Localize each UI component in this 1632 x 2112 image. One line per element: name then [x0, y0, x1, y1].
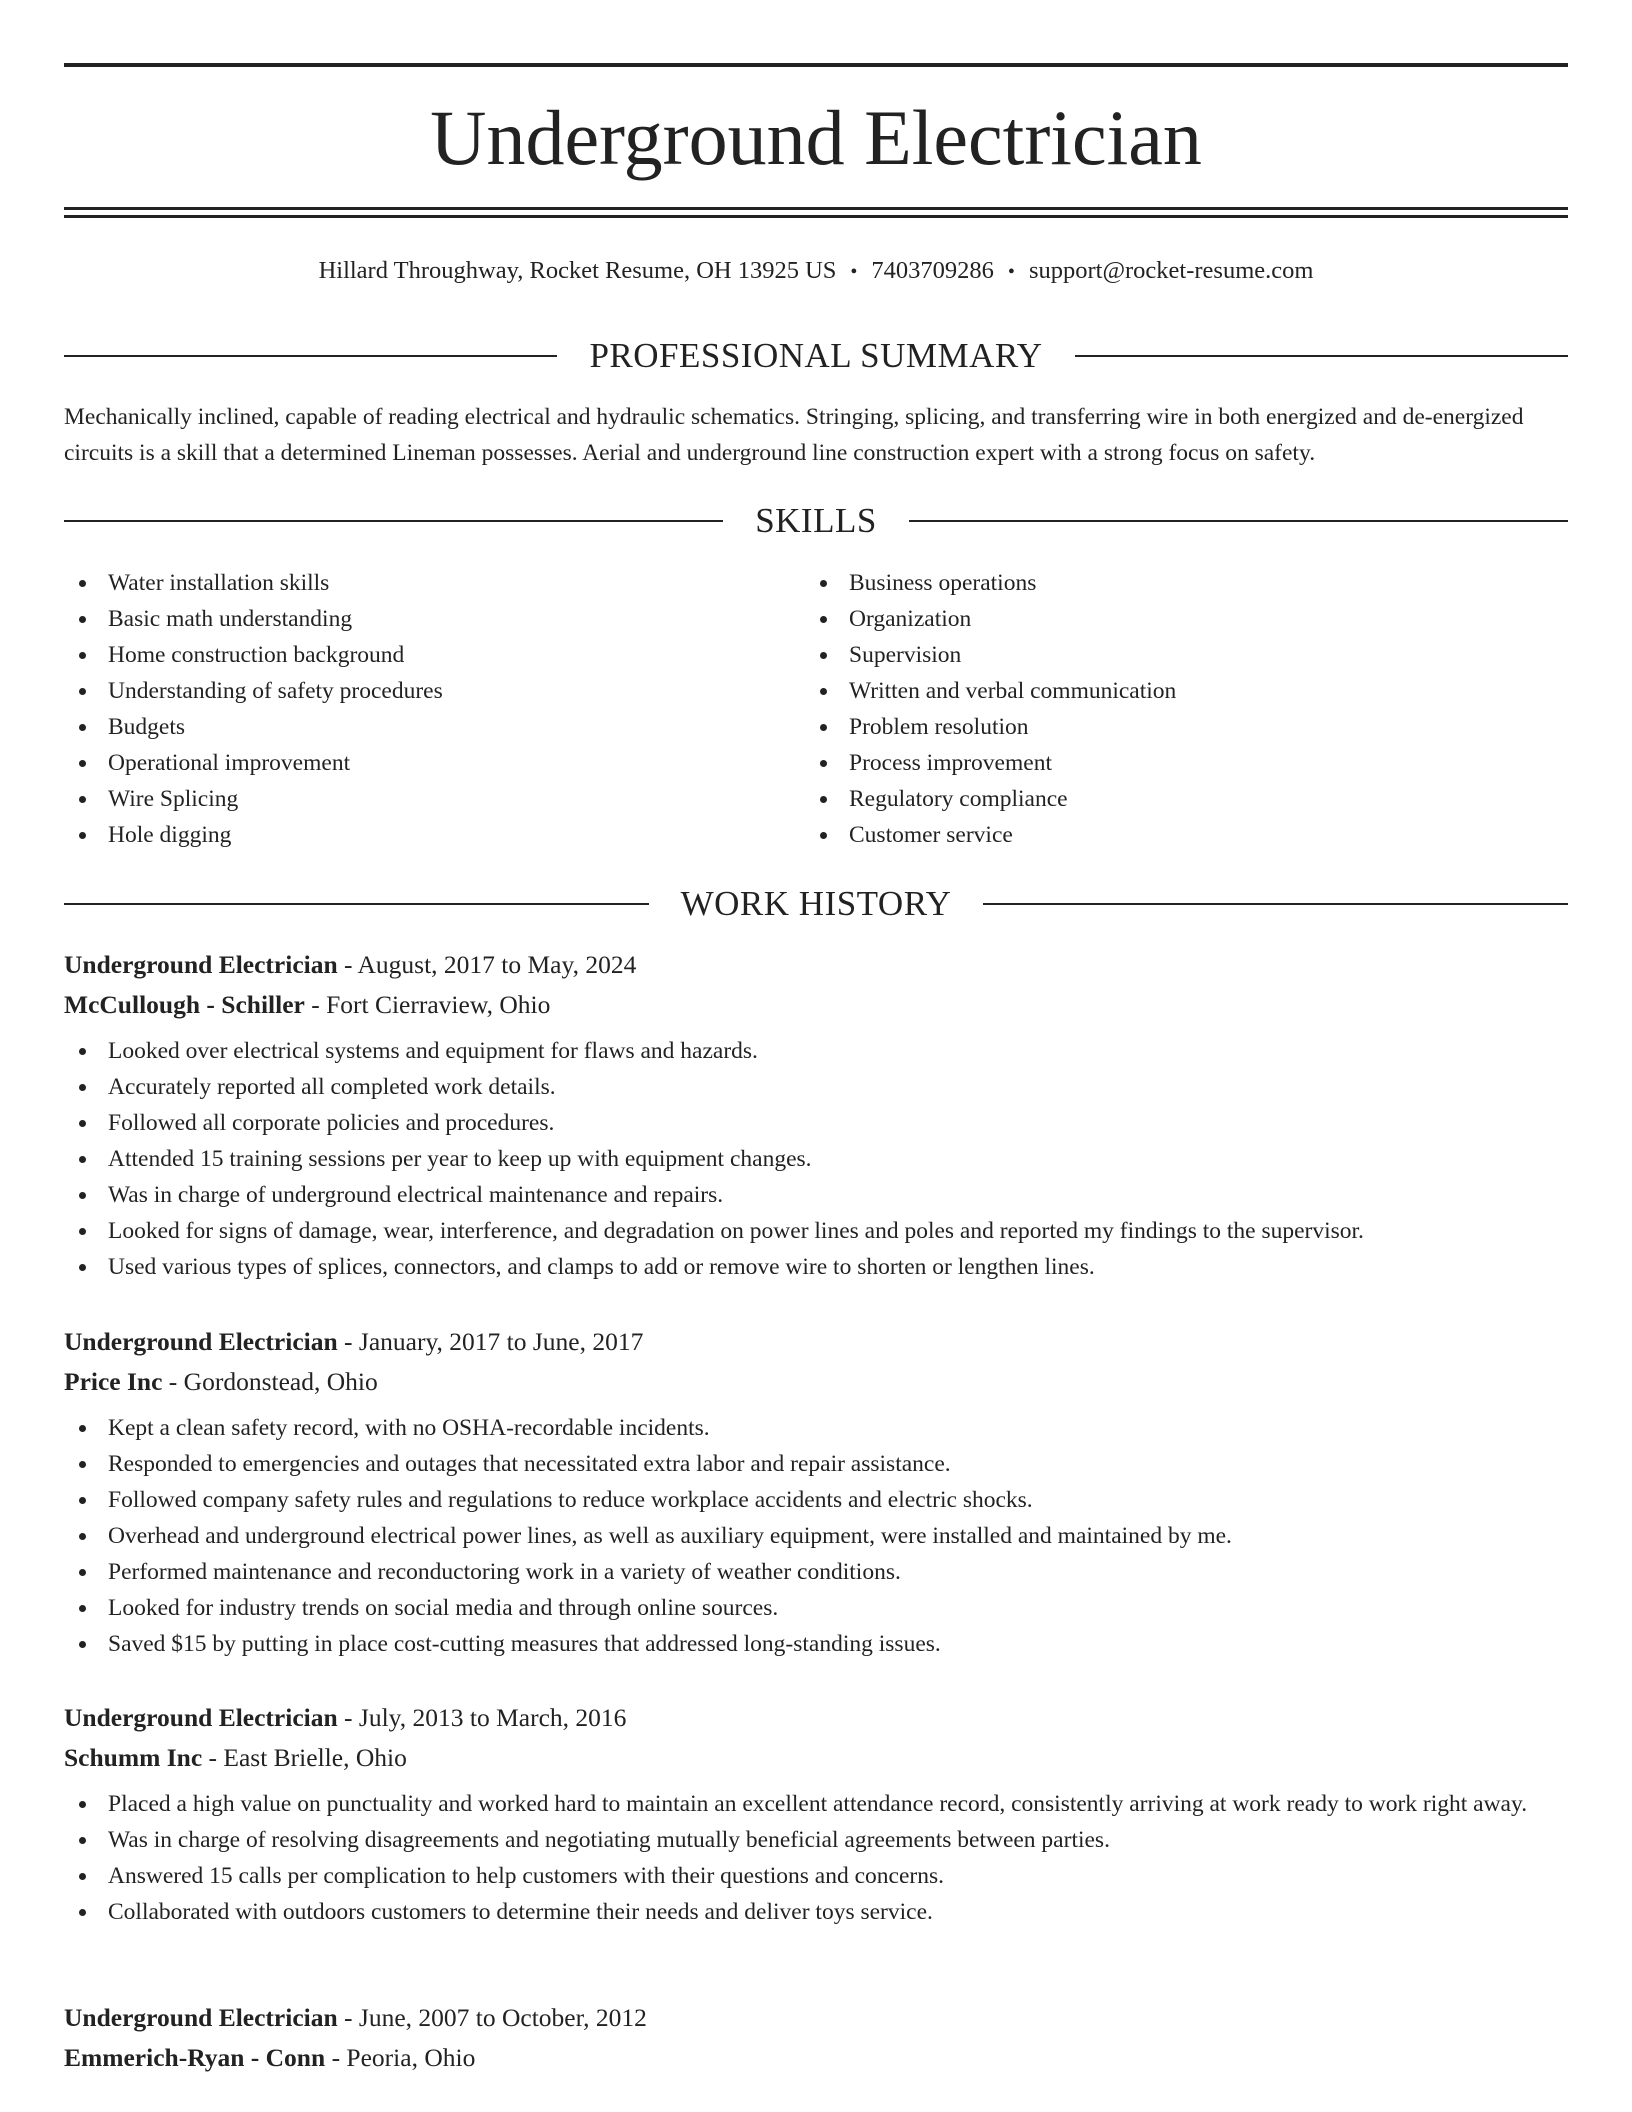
job-dates: - June, 2007 to October, 2012	[337, 2003, 647, 2032]
job-entry	[64, 1998, 1568, 2086]
summary-text: Mechanically inclined, capable of reading electrical and hydraulic schematics. Stringing, splicing, and transferring wire in both energized and de-energized circuits is a skill that a determined Lineman possesses. Aerial and underground line construction expert with a strong focus on safety.	[64, 404, 1524, 466]
skill-item: Business operations	[805, 565, 1505, 601]
skill-item: Wire Splicing	[64, 781, 764, 817]
job-bullet: Accurately reported all completed work details.	[64, 1069, 1568, 1105]
job-bullet: Responded to emergencies and outages that necessitated extra labor and repair assistance.	[64, 1446, 1568, 1482]
work-history-heading	[64, 882, 1568, 926]
contact-address: Hillard Throughway, Rocket Resume, OH 13925 US	[318, 257, 837, 284]
job-title-line	[64, 945, 1568, 985]
job-bullet: Followed all corporate policies and procedures.	[64, 1105, 1568, 1141]
job-bullet: Answered 15 calls per complication to help customers with their questions and concerns.	[64, 1858, 1568, 1894]
top-rule	[64, 63, 1568, 67]
job-bullet: Attended 15 training sessions per year to keep up with equipment changes.	[64, 1141, 1568, 1177]
job-company: Price Inc	[64, 1367, 163, 1396]
work-history-heading-label: WORK HISTORY	[680, 884, 952, 923]
job-bullet: Saved $15 by putting in place cost-cutting measures that addressed long-standing issues.	[64, 1626, 1568, 1662]
job-bullet: Looked over electrical systems and equipment for flaws and hazards.	[64, 1033, 1568, 1069]
summary-heading-label: PROFESSIONAL SUMMARY	[589, 336, 1043, 375]
job-bullet: Overhead and underground electrical power lines, as well as auxiliary equipment, were installed and maintained by me.	[64, 1518, 1568, 1554]
skill-item: Process improvement	[805, 745, 1505, 781]
heading-rule	[64, 903, 649, 905]
job-location: - Fort Cierraview, Ohio	[304, 990, 551, 1019]
skill-item: Water installation skills	[64, 565, 764, 601]
skills-heading-label: SKILLS	[755, 501, 877, 540]
job-company: McCullough - Schiller	[64, 990, 305, 1019]
skills-heading	[64, 499, 1568, 543]
job-bullet: Collaborated with outdoors customers to determine their needs and deliver toys service.	[64, 1894, 1568, 1930]
job-entry	[64, 945, 1568, 1285]
job-bullet: Kept a clean safety record, with no OSHA-recordable incidents.	[64, 1410, 1568, 1446]
summary-heading	[64, 334, 1568, 378]
job-bullet: Looked for signs of damage, wear, interference, and degradation on power lines and poles and reported my findings to the supervisor.	[64, 1213, 1568, 1249]
skill-item: Customer service	[805, 817, 1505, 853]
skill-item: Supervision	[805, 637, 1505, 673]
skills-right-list	[805, 565, 1505, 853]
skills-left-column	[64, 565, 764, 853]
skill-item: Hole digging	[64, 817, 764, 853]
skill-item: Problem resolution	[805, 709, 1505, 745]
job-title: Underground Electrician	[64, 2003, 338, 2032]
contact-line	[64, 253, 1568, 290]
job-bullet-list	[64, 1033, 1568, 1285]
heading-rule	[983, 903, 1568, 905]
title-double-rule-upper	[64, 207, 1568, 210]
job-title-line	[64, 1322, 1568, 1362]
job-bullet-list	[64, 1786, 1568, 1930]
skill-item: Home construction background	[64, 637, 764, 673]
job-bullet: Was in charge of underground electrical maintenance and repairs.	[64, 1177, 1568, 1213]
contact-phone: 7403709286	[871, 257, 994, 284]
skill-item: Regulatory compliance	[805, 781, 1505, 817]
job-company-line	[64, 1738, 1568, 1778]
heading-rule	[64, 355, 557, 357]
job-location: - Peoria, Ohio	[325, 2043, 476, 2072]
page-title: Underground Electrician	[430, 94, 1202, 181]
job-title: Underground Electrician	[64, 1703, 338, 1732]
job-title-line	[64, 1698, 1568, 1738]
contact-separator: •	[1007, 261, 1015, 283]
job-entry	[64, 1322, 1568, 1662]
skills-left-list	[64, 565, 764, 853]
skill-item: Understanding of safety procedures	[64, 673, 764, 709]
job-bullet: Looked for industry trends on social media and through online sources.	[64, 1590, 1568, 1626]
contact-separator: •	[850, 261, 858, 283]
job-location: - East Brielle, Ohio	[202, 1743, 407, 1772]
job-title: Underground Electrician	[64, 1327, 338, 1356]
job-bullet: Performed maintenance and reconductoring work in a variety of weather conditions.	[64, 1554, 1568, 1590]
job-bullet: Used various types of splices, connectors, and clamps to add or remove wire to shorten or lengthen lines.	[64, 1249, 1568, 1285]
skill-item: Basic math understanding	[64, 601, 764, 637]
job-bullet: Followed company safety rules and regulations to reduce workplace accidents and electric shocks.	[64, 1482, 1568, 1518]
skills-right-column	[805, 565, 1505, 853]
job-dates: - August, 2017 to May, 2024	[337, 950, 637, 979]
heading-rule	[64, 520, 723, 522]
job-location: - Gordonstead, Ohio	[162, 1367, 378, 1396]
job-company-line	[64, 2038, 1568, 2078]
job-title-line	[64, 1998, 1568, 2038]
job-bullet: Was in charge of resolving disagreements and negotiating mutually beneficial agreements between parties.	[64, 1822, 1568, 1858]
job-company: Emmerich-Ryan - Conn	[64, 2043, 326, 2072]
skill-item: Budgets	[64, 709, 764, 745]
job-title: Underground Electrician	[64, 950, 338, 979]
contact-email: support@rocket-resume.com	[1028, 257, 1314, 284]
heading-rule	[1075, 355, 1568, 357]
heading-rule	[909, 520, 1568, 522]
job-bullet: Placed a high value on punctuality and worked hard to maintain an excellent attendance record, consistently arriving at work ready to work right away.	[64, 1786, 1568, 1822]
skill-item: Operational improvement	[64, 745, 764, 781]
job-company-line	[64, 1362, 1568, 1402]
job-dates: - January, 2017 to June, 2017	[337, 1327, 644, 1356]
job-entry	[64, 1698, 1568, 1930]
job-company-line	[64, 985, 1568, 1025]
job-company: Schumm Inc	[64, 1743, 203, 1772]
skill-item: Written and verbal communication	[805, 673, 1505, 709]
job-bullet-list	[64, 1410, 1568, 1662]
skill-item: Organization	[805, 601, 1505, 637]
job-dates: - July, 2013 to March, 2016	[337, 1703, 627, 1732]
title-double-rule-lower	[64, 215, 1568, 218]
